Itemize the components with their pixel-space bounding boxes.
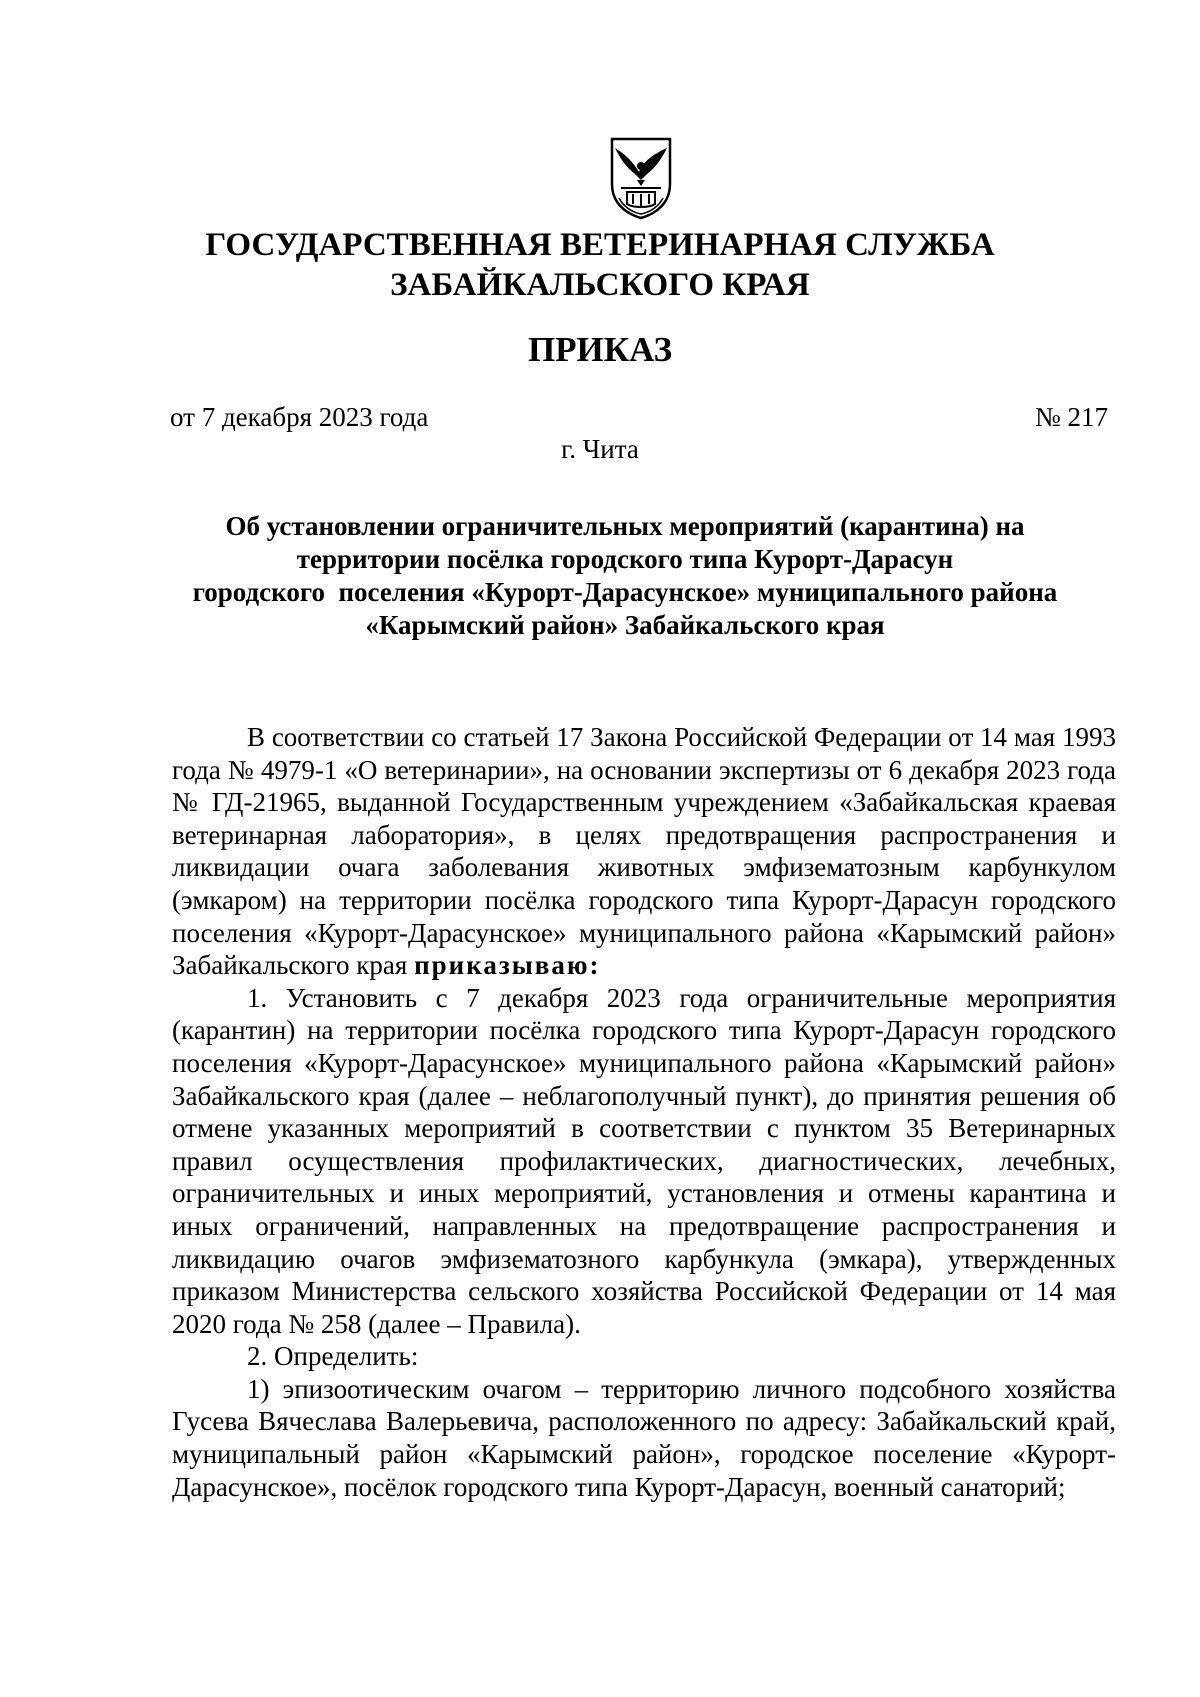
subject-line-4: «Карымский район» Забайкальского края [365, 610, 885, 640]
organization-line-2: ЗАБАЙКАЛЬСКОГО КРАЯ [390, 267, 810, 303]
item-2-1-paragraph: 1) эпизоотическим очагом – территорию личного подсобного хозяйства Гусева Вячеслава Валерьевича, расположенного по адресу: Забайкальский край, муниципальный район «Карымский район», городское поселение «Курорт-Дарасунское», посёлок городского типа Курорт-Дарасун, военный санаторий; [172, 1373, 1116, 1502]
document-type: ПРИКАЗ [527, 330, 673, 369]
organization-line-1: ГОСУДАРСТВЕННАЯ ВЕТЕРИНАРНАЯ СЛУЖБА [205, 227, 995, 263]
document-body [172, 721, 1116, 1503]
document-city: г. Чита [561, 434, 639, 464]
subject-line-1: Об установлении ограничительных мероприятий (карантина) на [225, 511, 1025, 541]
item-1-paragraph: 1. Установить с 7 декабря 2023 года ограничительные мероприятия (карантин) на территории посёлка городского типа Курорт-Дарасун городского поселения «Курорт-Дарасунское» муниципального района «Карымский район» Забайкальского края (далее – неблагополучный пункт), до принятия решения об отмене указанных мероприятий в соответствии с пунктом 35 Ветеринарных правил осуществления профилактических, диагностических, лечебных, ограничительных и иных мероприятий, установления и отмены карантина и иных ограничений, направленных на предотвращение распространения и ликвидацию очагов эмфизематозного карбункула (эмкара), утвержденных приказом Министерства сельского хозяйства Российской Федерации от 14 мая 2020 года № 258 (далее – Правила). [172, 982, 1116, 1339]
item-2-paragraph: 2. Определить: [247, 1341, 419, 1372]
document-number: № 217 [1034, 402, 1108, 432]
subject-line-2: территории посёлка городского типа Курорт-Дарасун [296, 544, 954, 574]
coat-of-arms-icon [609, 136, 673, 220]
document-date: от 7 декабря 2023 года [170, 402, 429, 432]
document-subject [150, 510, 1100, 642]
preamble-text: В соответствии со статьей 17 Закона Российской Федерации от 14 мая 1993 года № 4979-1 «О ветеринарии», на основании экспертизы от 6 декабря 2023 года № ГД-21965, выданной Государственным учреждением «Забайкальская краевая ветеринарная лаборатория», в целях предотвращения распространения и ликвидации очага заболевания животных эмфизематозным карбункулом (эмкаром) на территории посёлка городского типа Курорт-Дарасун городского поселения «Курорт-Дарасунское» муниципального района «Карымский район» Забайкальского края [172, 722, 1116, 981]
subject-line-3: городского поселения «Курорт-Дарасунское» муниципального района [192, 577, 1058, 607]
organization-name [0, 225, 1200, 305]
order-word: приказываю: [414, 950, 601, 981]
preamble-paragraph [172, 721, 1116, 982]
